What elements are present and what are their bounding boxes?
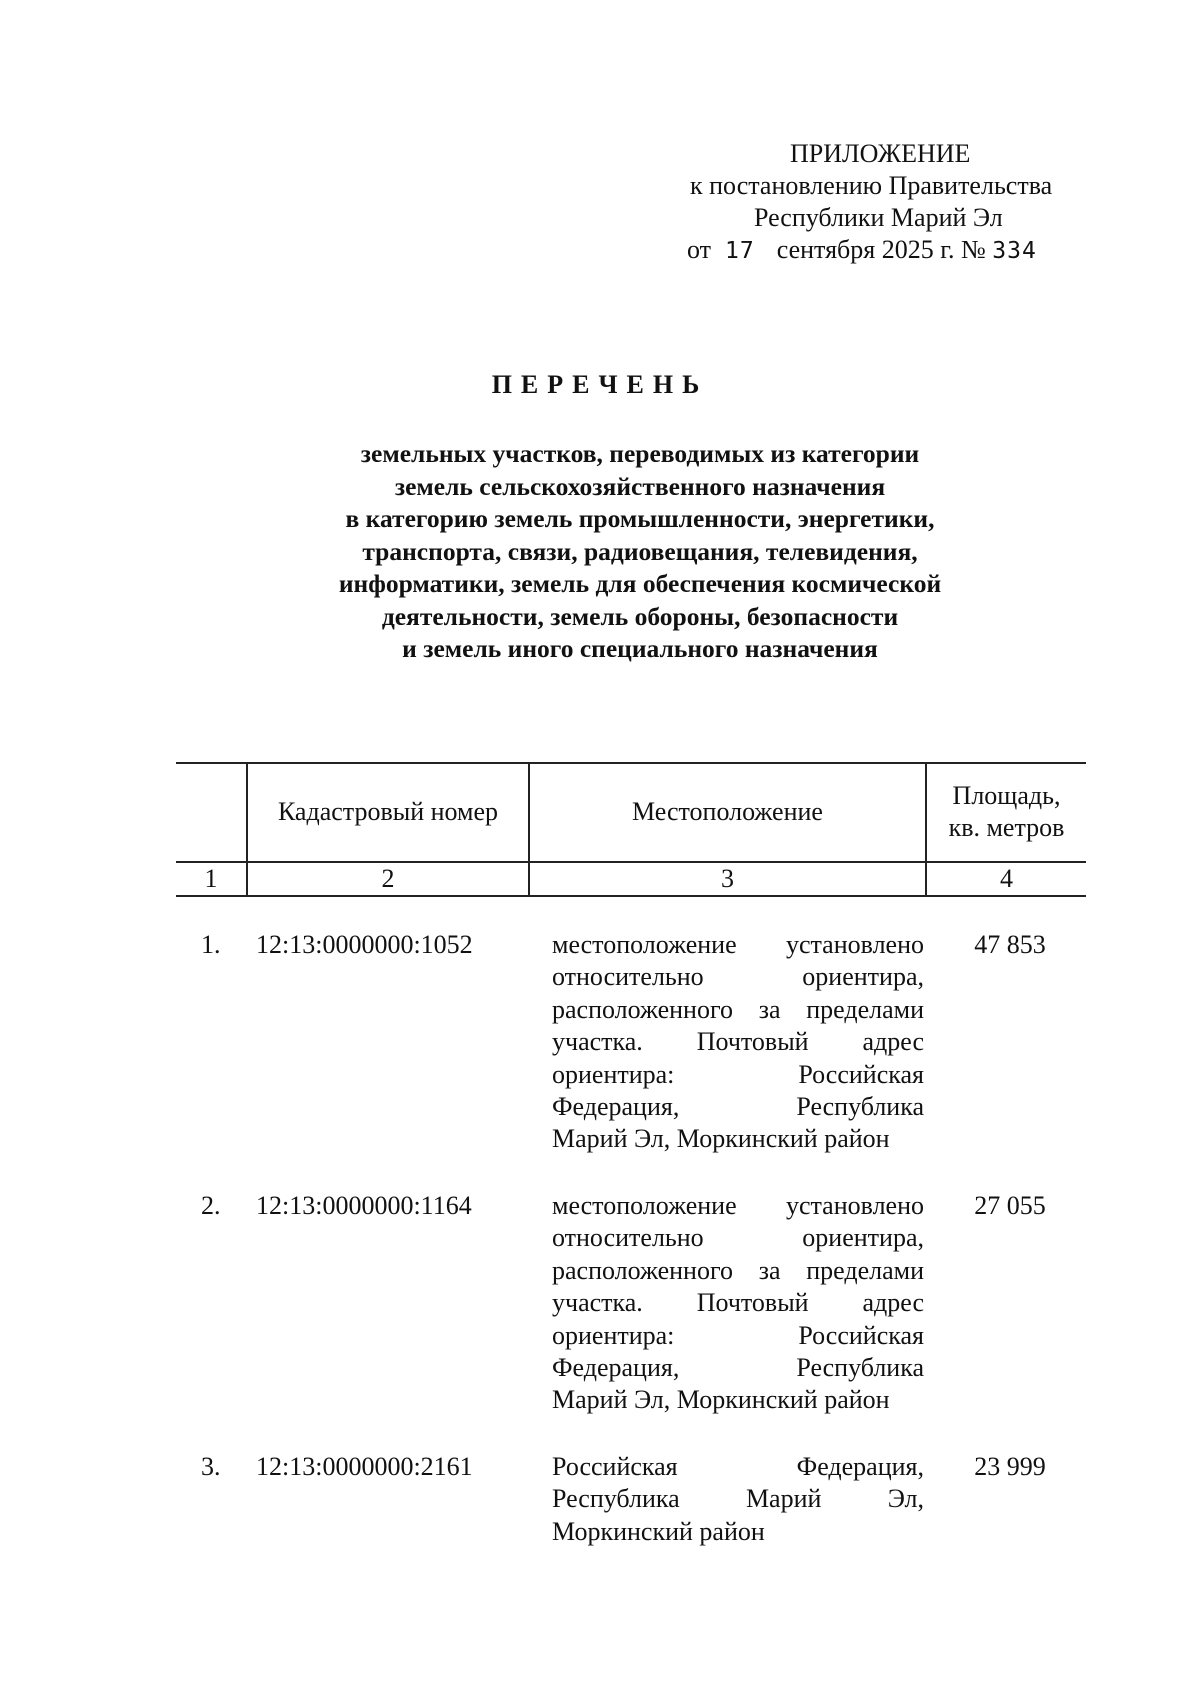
header-area (927, 780, 1086, 844)
location-line: Федерация, Республика (552, 1353, 924, 1383)
location-line: местоположение установлено (552, 930, 924, 959)
location-line: расположенного за пределами (552, 994, 924, 1024)
header-mid-rule (176, 861, 1086, 863)
subtitle-line: деятельности, земель обороны, безопасности (381, 601, 899, 631)
subtitle-line: и земель иного специального назначения (402, 634, 878, 663)
area-value: 23 999 (974, 1452, 1046, 1481)
subtitle-line: земель сельскохозяйственного назначения (394, 471, 886, 501)
appendix-header (687, 138, 1110, 267)
header-area-line: Площадь, (952, 781, 1061, 810)
column-number: 2 (381, 864, 395, 893)
row-number: 1. (201, 930, 221, 959)
location-line: местоположение установлено (552, 1191, 924, 1220)
location-text (552, 1190, 924, 1417)
subtitle-line: транспорта, связи, радиовещания, телевидения, (362, 536, 918, 566)
date-rest: сентября 2025 г. № (776, 235, 986, 264)
header-bottom-rule (176, 895, 1086, 897)
location-line: ориентира: Российская (552, 1059, 924, 1089)
date-prefix: от (687, 235, 712, 264)
location-text (552, 929, 924, 1156)
subtitle-line: земельных участков, переводимых из категории (360, 439, 920, 468)
location-line: расположенного за пределами (552, 1255, 924, 1285)
appendix-republic: Республики Марий Эл (754, 203, 1003, 232)
location-line: ориентира: Российская (552, 1320, 924, 1350)
column-number: 3 (721, 864, 734, 893)
location-line: участка. Почтовый адрес (552, 1288, 924, 1318)
cadastral-number: 12:13:0000000:1164 (256, 1191, 472, 1220)
document-subtitle (200, 438, 1080, 666)
location-line: относительно ориентира, (552, 962, 924, 992)
area-value: 27 055 (974, 1191, 1046, 1220)
column-number: 4 (1000, 864, 1013, 893)
cadastral-number: 12:13:0000000:2161 (256, 1452, 473, 1481)
header-cadastral: Кадастровый номер (277, 797, 499, 826)
location-line: Российская Федерация, (552, 1452, 924, 1481)
location-text (552, 1451, 924, 1548)
header-area-unit: кв. метров (948, 813, 1065, 842)
header-location: Местоположение (632, 797, 823, 826)
column-number: 1 (204, 864, 218, 893)
appendix-reference: к постановлению Правительства (690, 171, 1053, 200)
row-number: 2. (201, 1191, 221, 1220)
decree-number: 334 (992, 238, 1037, 264)
subtitle-line: информатики, земель для обеспечения космической (338, 569, 942, 598)
header-top-rule (176, 762, 1086, 764)
location-line: Республика Марий Эл, (552, 1484, 924, 1514)
subtitle-line: в категорию земель промышленности, энергетики, (345, 504, 935, 533)
location-line: участка. Почтовый адрес (552, 1027, 924, 1057)
location-line: относительно ориентира, (552, 1223, 924, 1253)
document-title: ПЕРЕЧЕНЬ (491, 370, 709, 399)
table-header (176, 762, 1086, 902)
location-line: Марий Эл, Моркинский район (552, 1385, 890, 1415)
cadastral-number: 12:13:0000000:1052 (256, 930, 473, 959)
area-value: 47 853 (974, 930, 1046, 959)
row-number: 3. (201, 1452, 221, 1481)
location-line: Марий Эл, Моркинский район (552, 1124, 890, 1154)
appendix-date-line (687, 234, 1110, 267)
location-line: Федерация, Республика (552, 1092, 924, 1122)
location-line: Моркинский район (552, 1516, 765, 1546)
date-day: 17 (725, 238, 755, 264)
appendix-title: ПРИЛОЖЕНИЕ (790, 139, 971, 168)
